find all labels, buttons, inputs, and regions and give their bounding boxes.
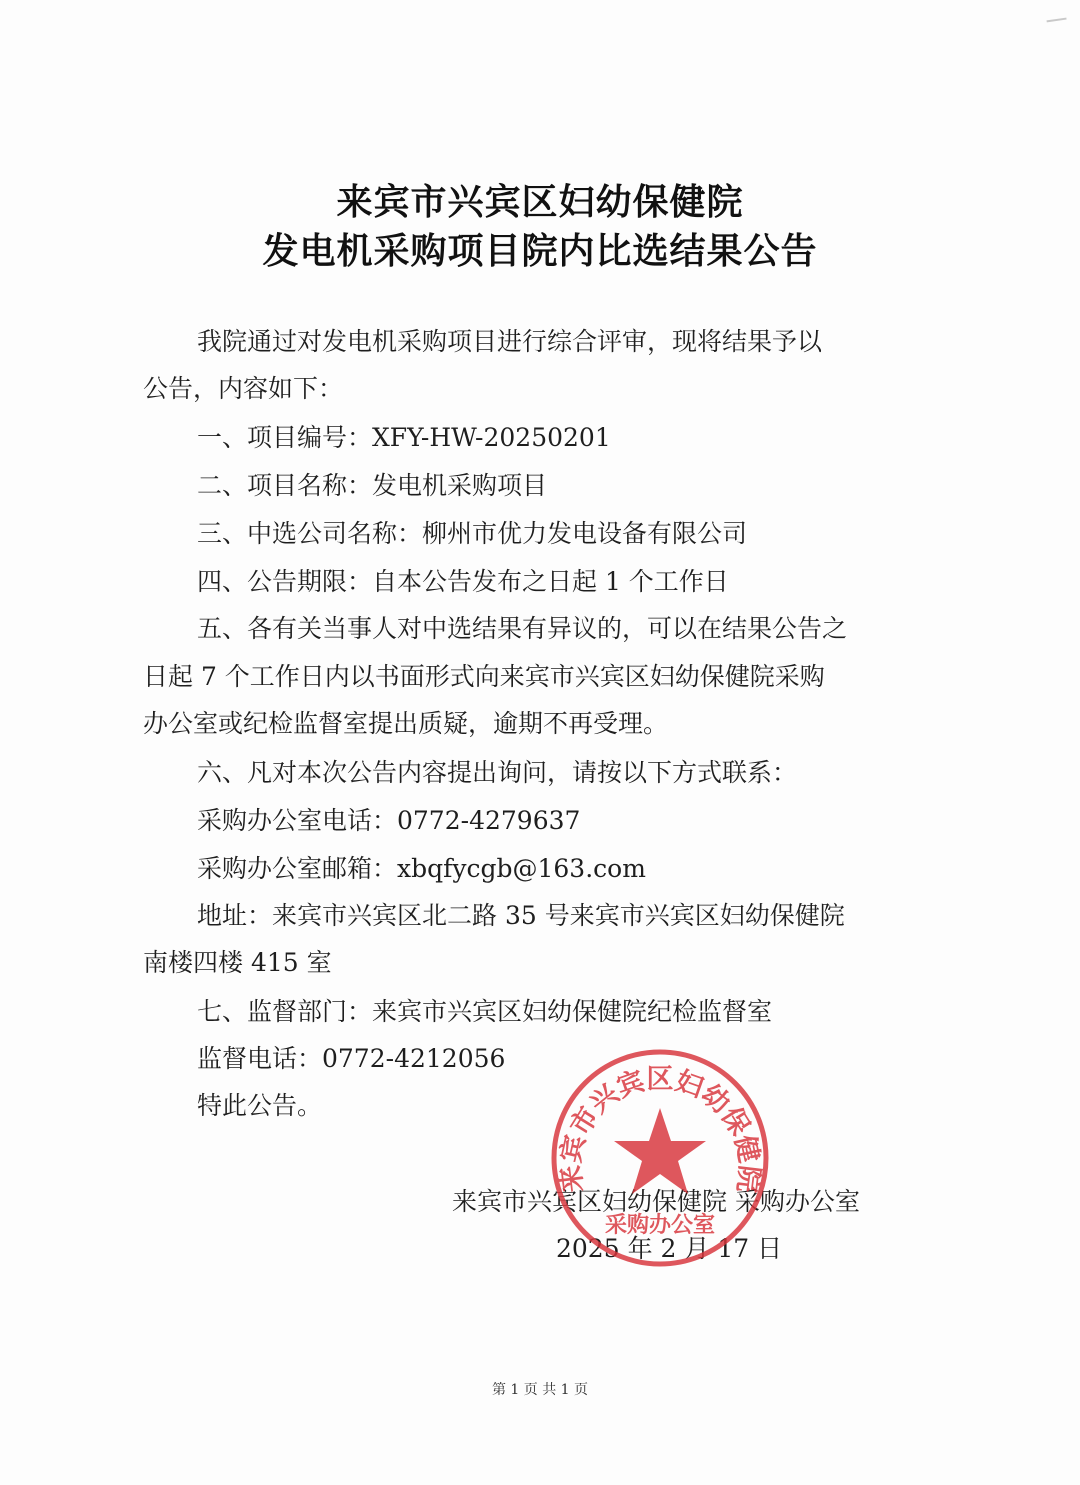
item-project-number: 一、项目编号：XFY-HW-20250201 bbox=[197, 423, 611, 452]
intro-paragraph-line1: 我院通过对发电机采购项目进行综合评审，现将结果予以 bbox=[197, 327, 823, 356]
document-title-line2: 发电机采购项目院内比选结果公告 bbox=[262, 231, 818, 272]
supervision-phone: 监督电话：0772-4212056 bbox=[197, 1044, 506, 1073]
item-objection-line3: 办公室或纪检监督室提出质疑，逾期不再受理。 bbox=[143, 709, 669, 738]
item-objection-line2: 日起 7 个工作日内以书面形式向来宾市兴宾区妇幼保健院采购 bbox=[143, 662, 825, 691]
document-title-line1: 来宾市兴宾区妇幼保健院 bbox=[336, 182, 744, 223]
item-objection-line1: 五、各有关当事人对中选结果有异议的，可以在结果公告之 bbox=[197, 614, 848, 643]
address-line1: 地址：来宾市兴宾区北二路 35 号来宾市兴宾区妇幼保健院 bbox=[197, 901, 845, 930]
scan-mark bbox=[1045, 10, 1066, 23]
item-project-name: 二、项目名称：发电机采购项目 bbox=[197, 471, 548, 500]
contact-email: 采购办公室邮箱：xbqfycgb@163.com bbox=[197, 854, 646, 883]
item-notice-period: 四、公告期限：自本公告发布之日起 1 个工作日 bbox=[197, 567, 729, 596]
seal-lower-text: 采购办公室 bbox=[604, 1213, 716, 1238]
contact-phone: 采购办公室电话：0772-4279637 bbox=[197, 806, 581, 835]
official-seal-stamp bbox=[548, 1046, 772, 1270]
seal-upper-text: 来宾市兴宾区妇幼保健院 bbox=[555, 1064, 765, 1195]
signature-org: 来宾市兴宾区妇幼保健院 采购办公室 bbox=[452, 1187, 860, 1216]
page-number: 第 1 页 共 1 页 bbox=[491, 1382, 589, 1398]
item-selected-company: 三、中选公司名称：柳州市优力发电设备有限公司 bbox=[197, 519, 748, 548]
item-supervision-dept: 七、监督部门：来宾市兴宾区妇幼保健院纪检监督室 bbox=[197, 997, 773, 1026]
intro-paragraph-line2: 公告，内容如下： bbox=[143, 374, 344, 403]
item-contact: 六、凡对本次公告内容提出询问，请按以下方式联系： bbox=[197, 758, 798, 787]
address-line2: 南楼四楼 415 室 bbox=[143, 948, 332, 977]
signature-date: 2025 年 2 月 17 日 bbox=[556, 1234, 783, 1263]
closing-text: 特此公告。 bbox=[197, 1091, 323, 1120]
seal-star-icon bbox=[614, 1108, 706, 1194]
